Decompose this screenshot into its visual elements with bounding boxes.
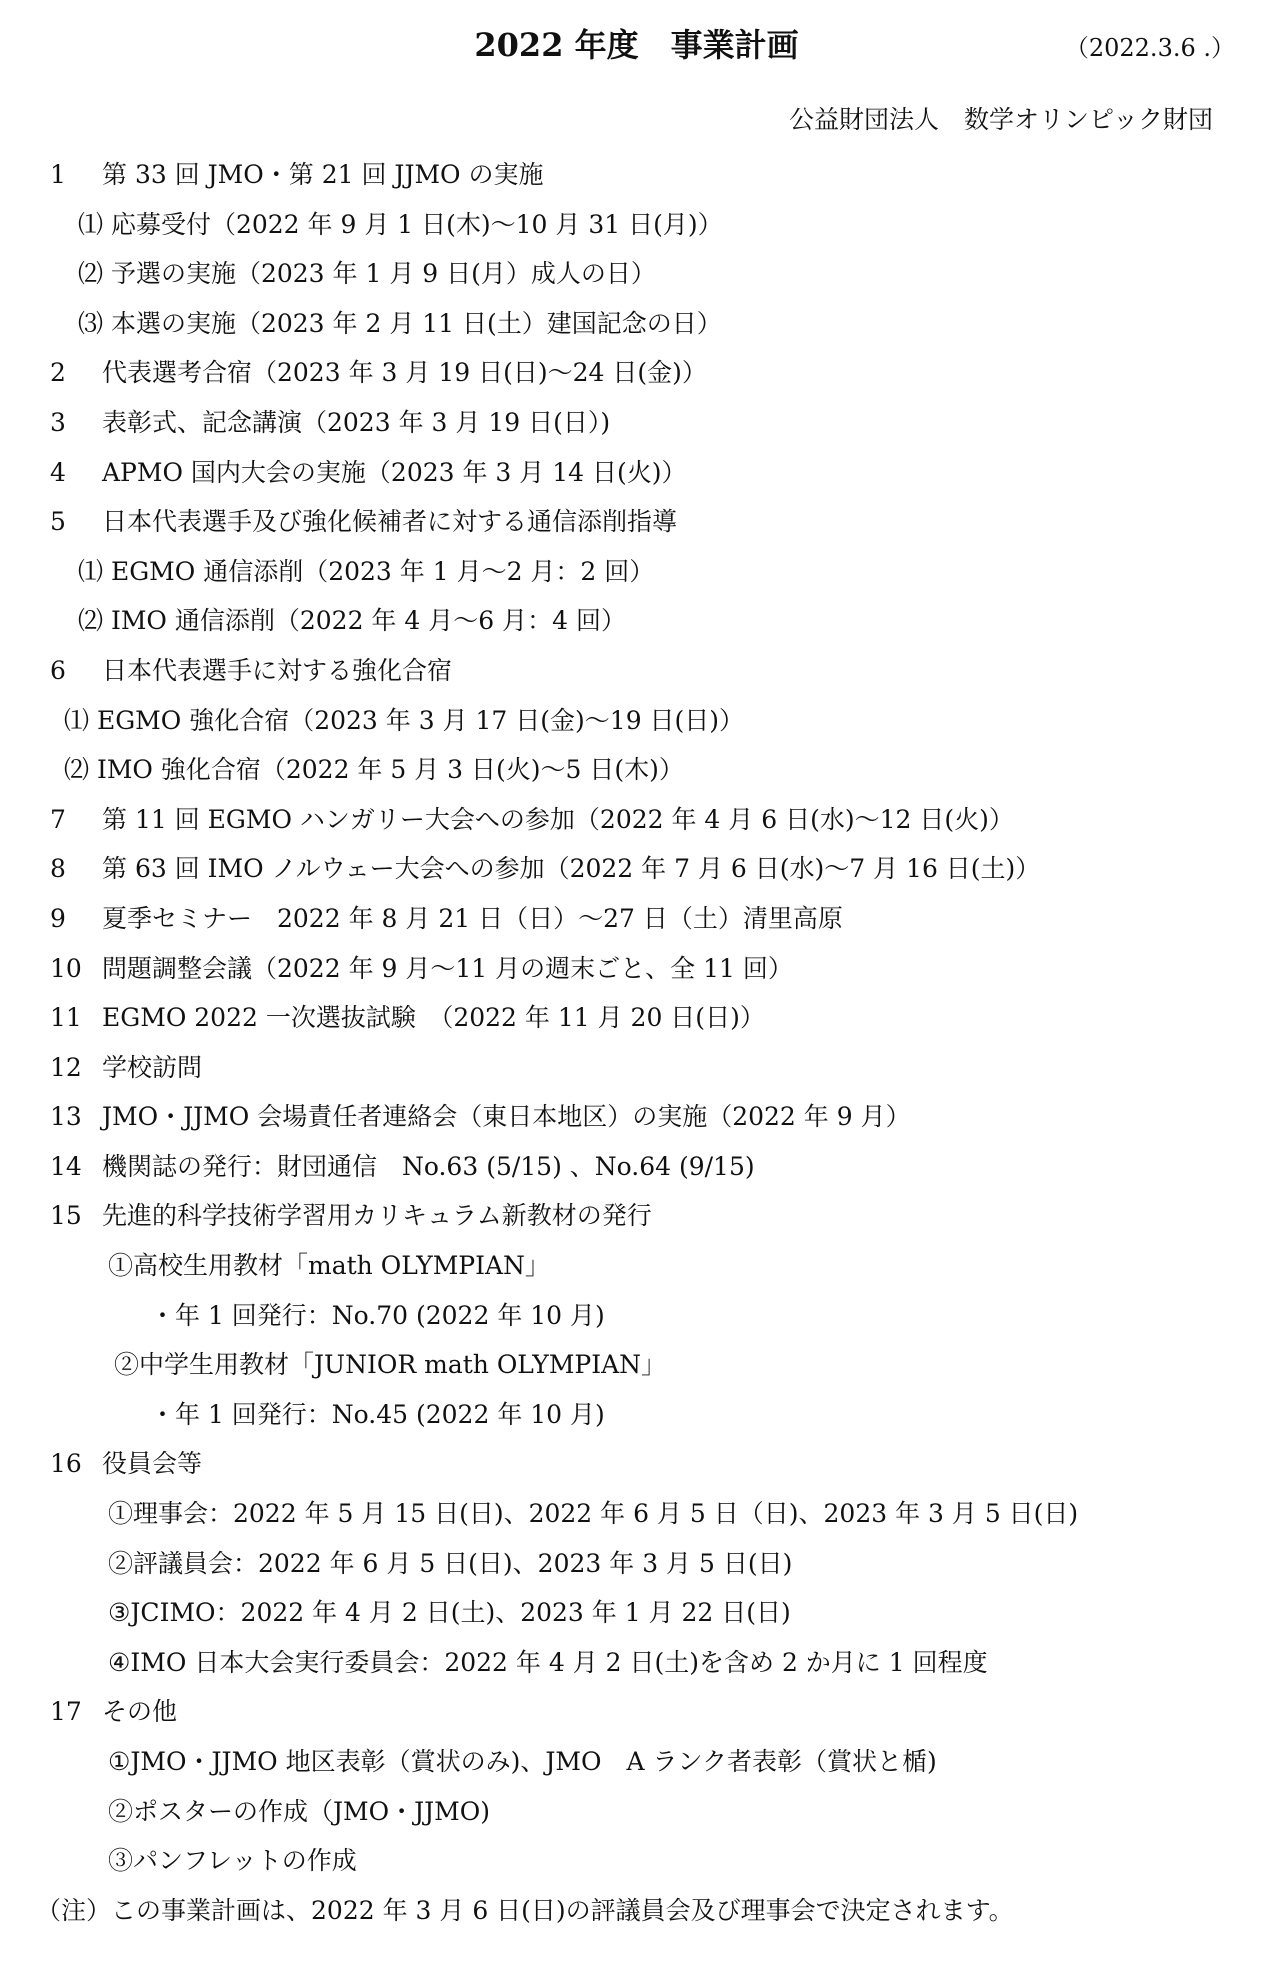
item-number: 12: [50, 1052, 82, 1082]
plan-item-7: [0, 795, 1273, 845]
item-text: 問題調整会議（2022 年 9 月〜11 月の週末ごと、全 11 回）: [102, 953, 793, 983]
plan-subitem-6-2: ⑵ IMO 強化合宿（2022 年 5 月 3 日(火)〜5 日(木)）: [64, 755, 684, 785]
organization-name: 公益財団法人 数学オリンピック財団: [788, 105, 1213, 134]
item-number: 15: [50, 1201, 82, 1231]
plan-item-16: [0, 1439, 1273, 1489]
item-text: 第 11 回 EGMO ハンガリー大会への参加（2022 年 4 月 6 日(水)〜12 日(火)）: [102, 804, 1014, 834]
item-number: 11: [50, 1003, 82, 1033]
plan-item-10: [0, 944, 1273, 994]
item-number: 7: [50, 804, 66, 834]
plan-subitem-15-2: ②中学生用教材「JUNIOR math OLYMPIAN」: [114, 1350, 667, 1380]
item-text: EGMO 2022 一次選抜試験 （2022 年 11 月 20 日(日)）: [102, 1003, 765, 1033]
item-text: JMO・JJMO 会場責任者連絡会（東日本地区）の実施（2022 年 9 月）: [102, 1102, 911, 1132]
plan-item-3: [0, 398, 1273, 448]
plan-subitem-16-4: ④IMO 日本大会実行委員会：2022 年 4 月 2 日(土)を含め 2 か月に 1 回程度: [108, 1647, 988, 1677]
item-text: 第 63 回 IMO ノルウェー大会への参加（2022 年 7 月 6 日(水)〜7 月 16 日(土)）: [102, 854, 1041, 884]
plan-subitem-15-2a: ・年 1 回発行：No.45 (2022 年 10 月): [150, 1399, 605, 1429]
plan-item-17: [0, 1687, 1273, 1737]
plan-subitem-1-1: ⑴ 応募受付（2022 年 9 月 1 日(木)〜10 月 31 日(月)）: [78, 209, 723, 239]
plan-subitem-6-1: ⑴ EGMO 強化合宿（2023 年 3 月 17 日(金)〜19 日(日)）: [64, 705, 745, 735]
plan-subitem-16-1: ①理事会：2022 年 5 月 15 日(日)、2022 年 6 月 5 日（日)、2023 年 3 月 5 日(日): [108, 1499, 1079, 1529]
item-text: 夏季セミナー 2022 年 8 月 21 日（日）〜27 日（土）清里高原: [102, 903, 843, 933]
plan-subitem-1-2: ⑵ 予選の実施（2023 年 1 月 9 日(月）成人の日）: [78, 259, 656, 289]
item-number: 1: [50, 160, 66, 189]
item-number: 13: [50, 1102, 82, 1132]
plan-item-11: [0, 993, 1273, 1043]
plan-list: [0, 150, 1273, 1935]
item-text: 日本代表選手及び強化候補者に対する通信添削指導: [102, 507, 678, 537]
plan-subitem-5-2: ⑵ IMO 通信添削（2022 年 4 月〜6 月：4 回）: [78, 606, 626, 636]
plan-subitem-17-2: ②ポスターの作成（JMO・JJMO): [108, 1796, 491, 1826]
plan-subitem-16-2: ②評議員会：2022 年 6 月 5 日(日)、2023 年 3 月 5 日(日): [108, 1548, 793, 1578]
item-text: 日本代表選手に対する強化合宿: [102, 655, 453, 685]
plan-item-2: [0, 348, 1273, 398]
item-text: 役員会等: [102, 1449, 203, 1479]
item-text: その他: [102, 1697, 178, 1727]
item-text: 機関誌の発行：財団通信 No.63 (5/15) 、No.64 (9/15): [102, 1151, 755, 1181]
item-number: 5: [50, 507, 66, 537]
document-title: 2022 年度 事業計画: [474, 26, 799, 64]
item-number: 4: [50, 457, 66, 487]
item-number: 9: [50, 903, 66, 933]
plan-item-8: [0, 844, 1273, 894]
plan-item-6: [0, 646, 1273, 696]
plan-subitem-16-3: ③JCIMO：2022 年 4 月 2 日(土)、2023 年 1 月 22 日(日): [108, 1598, 791, 1628]
plan-subitem-5-1: ⑴ EGMO 通信添削（2023 年 1 月〜2 月：2 回）: [78, 556, 655, 586]
footnote: （注）この事業計画は、2022 年 3 月 6 日(日)の評議員会及び理事会で決定されます。: [36, 1895, 1014, 1925]
item-text: APMO 国内大会の実施（2023 年 3 月 14 日(火)）: [102, 457, 687, 487]
item-number: 6: [50, 655, 66, 685]
plan-item-14: [0, 1142, 1273, 1192]
item-number: 14: [50, 1151, 82, 1181]
plan-item-13: [0, 1092, 1273, 1142]
item-number: 2: [50, 358, 66, 388]
plan-item-12: [0, 1043, 1273, 1093]
item-number: 17: [50, 1697, 82, 1727]
plan-subitem-1-3: ⑶ 本選の実施（2023 年 2 月 11 日(土）建国記念の日）: [78, 308, 722, 338]
item-number: 10: [50, 953, 82, 983]
item-number: 16: [50, 1449, 82, 1479]
plan-subitem-17-1: ①JMO・JJMO 地区表彰（賞状のみ)、JMO A ランク者表彰（賞状と楯): [108, 1747, 937, 1776]
item-text: 学校訪問: [102, 1052, 203, 1082]
item-number: 8: [50, 854, 66, 884]
item-text: 先進的科学技術学習用カリキュラム新教材の発行: [102, 1201, 652, 1231]
plan-item-1: [0, 150, 1273, 200]
plan-item-4: [0, 448, 1273, 498]
plan-subitem-15-1a: ・年 1 回発行：No.70 (2022 年 10 月): [150, 1300, 605, 1330]
plan-subitem-15-1: ①高校生用教材「math OLYMPIAN」: [108, 1251, 550, 1281]
item-text: 第 33 回 JMO・第 21 回 JJMO の実施: [102, 160, 544, 189]
item-text: 表彰式、記念講演（2023 年 3 月 19 日(日）): [102, 407, 611, 437]
item-text: 代表選考合宿（2023 年 3 月 19 日(日)〜24 日(金)）: [102, 358, 707, 388]
plan-item-5: [0, 497, 1273, 547]
document-date: （2022.3.6 .）: [1064, 34, 1235, 62]
plan-subitem-17-3: ③パンフレットの作成: [108, 1846, 357, 1876]
item-number: 3: [50, 407, 66, 437]
plan-item-15: [0, 1191, 1273, 1241]
plan-item-9: [0, 894, 1273, 944]
